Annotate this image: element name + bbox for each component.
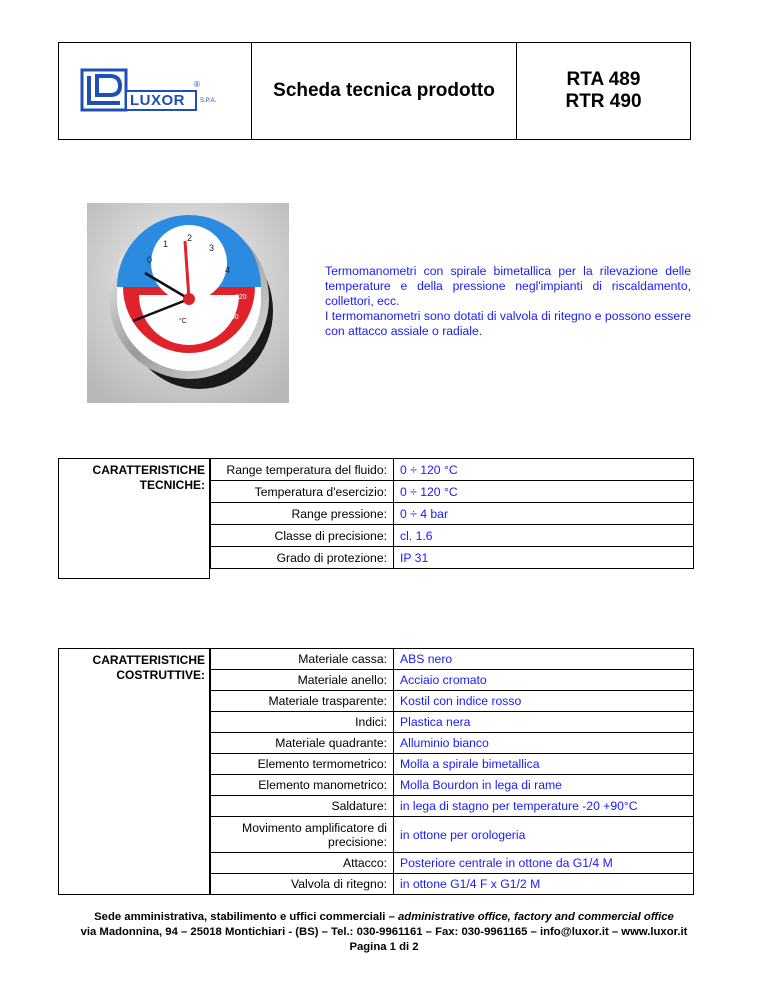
document-footer <box>0 910 768 955</box>
table-row <box>211 670 694 691</box>
construction-section-label: CARATTERISTICHE COSTRUTTIVE: <box>58 648 210 895</box>
spec-value: Acciaio cromato <box>394 670 694 691</box>
gauge-tick-80: 80 <box>213 328 221 335</box>
gauge-tick-100: 100 <box>227 314 239 321</box>
technical-spec-table <box>210 458 694 569</box>
table-row <box>211 547 694 569</box>
spec-value: Molla a spirale bimetallica <box>394 754 694 775</box>
spec-key: Materiale trasparente: <box>211 691 394 712</box>
gauge-tick-120: 120 <box>235 294 247 301</box>
technical-section-label: CARATTERISTICHE TECNICHE: <box>58 458 210 579</box>
footer-office-it: Sede amministrativa, stabilimento e uffici commerciali – <box>94 911 399 923</box>
gauge-tick-4: 4 <box>225 265 231 275</box>
product-code-1: RTA 489 <box>566 69 641 90</box>
table-row <box>211 503 694 525</box>
spec-value: 0 ÷ 120 °C <box>394 459 694 481</box>
spec-key: Indici: <box>211 712 394 733</box>
spec-value: 0 ÷ 120 °C <box>394 481 694 503</box>
spec-key: Movimento amplificatore di precisione: <box>242 820 387 849</box>
table-row <box>211 459 694 481</box>
spec-key: Classe di precisione: <box>211 525 394 547</box>
spec-value: Posteriore centrale in ottone da G1/4 M <box>394 853 694 874</box>
spec-value: in ottone G1/4 F x G1/2 M <box>394 874 694 895</box>
logo-registered-mark: ® <box>194 80 200 89</box>
table-row <box>211 733 694 754</box>
spec-key: Range temperatura del fluido: <box>211 459 394 481</box>
gauge-tick-2: 2 <box>187 233 193 243</box>
gauge-tick-0: 0 <box>147 255 153 265</box>
spec-key: Saldature: <box>211 796 394 817</box>
table-row <box>211 481 694 503</box>
spec-key: Valvola di ritegno: <box>211 874 394 895</box>
table-row <box>211 775 694 796</box>
construction-spec-table <box>210 648 694 895</box>
document-title: Scheda tecnica prodotto <box>252 43 517 139</box>
spec-key: Elemento manometrico: <box>211 775 394 796</box>
description-paragraph-1: Termomanometri con spirale bimetallica per la rilevazione delle temperature e della pressione negl'impianti di riscaldamento, collettori, ecc. <box>325 264 691 308</box>
spec-key: Materiale cassa: <box>211 649 394 670</box>
gauge-tick-60: 60 <box>183 334 191 341</box>
product-image <box>87 203 289 403</box>
table-row <box>211 796 694 817</box>
product-description <box>325 264 691 339</box>
table-row <box>211 525 694 547</box>
description-paragraph-2: I termomanometri sono dotati di valvola di ritegno e possono essere con attacco assiale o radiale. <box>325 309 691 338</box>
footer-line-1 <box>0 910 768 925</box>
spec-value: Kostil con indice rosso <box>394 691 694 712</box>
gauge-tick-1: 1 <box>163 239 169 249</box>
spec-value: Alluminio bianco <box>394 733 694 754</box>
spec-key: Range pressione: <box>211 503 394 525</box>
gauge-tick-40: 40 <box>157 326 165 333</box>
spec-value: ABS nero <box>394 649 694 670</box>
page-number: Pagina 1 di 2 <box>349 941 419 953</box>
spec-value: in ottone per orologeria <box>394 817 694 853</box>
spec-key: Elemento termometrico: <box>211 754 394 775</box>
product-code-2: RTR 490 <box>565 91 642 112</box>
logo-brand-text: LUXOR <box>130 92 185 109</box>
spec-value: cl. 1.6 <box>394 525 694 547</box>
table-row <box>211 691 694 712</box>
thermomanometer-image <box>87 203 289 403</box>
spec-key: Materiale anello: <box>211 670 394 691</box>
table-row <box>211 817 694 853</box>
table-row <box>211 853 694 874</box>
spec-value: IP 31 <box>394 547 694 569</box>
logo-cell <box>59 43 252 139</box>
spec-value: in lega di stagno per temperature -20 +90°C <box>394 796 694 817</box>
table-row <box>211 712 694 733</box>
spec-key: Grado di protezione: <box>211 547 394 569</box>
footer-office-en: administrative office, factory and commercial office <box>398 911 674 923</box>
spec-value: 0 ÷ 4 bar <box>394 503 694 525</box>
spec-key: Attacco: <box>211 853 394 874</box>
spec-value: Plastica nera <box>394 712 694 733</box>
table-row <box>211 754 694 775</box>
table-row <box>211 649 694 670</box>
spec-key: Materiale quadrante: <box>211 733 394 754</box>
table-row <box>211 874 694 895</box>
spec-key-cell <box>211 817 394 853</box>
gauge-tick-3: 3 <box>209 243 215 253</box>
spec-value: Molla Bourdon in lega di rame <box>394 775 694 796</box>
footer-contacts: via Madonnina, 94 – 25018 Montichiari - (BS) – Tel.: 030-9961161 – Fax: 030-9961165 – info@luxor.it – www.luxor.it <box>80 926 688 938</box>
document-header <box>58 42 691 140</box>
product-codes <box>517 43 690 139</box>
luxor-logo <box>80 66 230 116</box>
logo-spa-text: S.P.A. <box>200 98 217 104</box>
spec-key: Temperatura d'esercizio: <box>211 481 394 503</box>
gauge-unit-temp: °C <box>179 318 187 325</box>
